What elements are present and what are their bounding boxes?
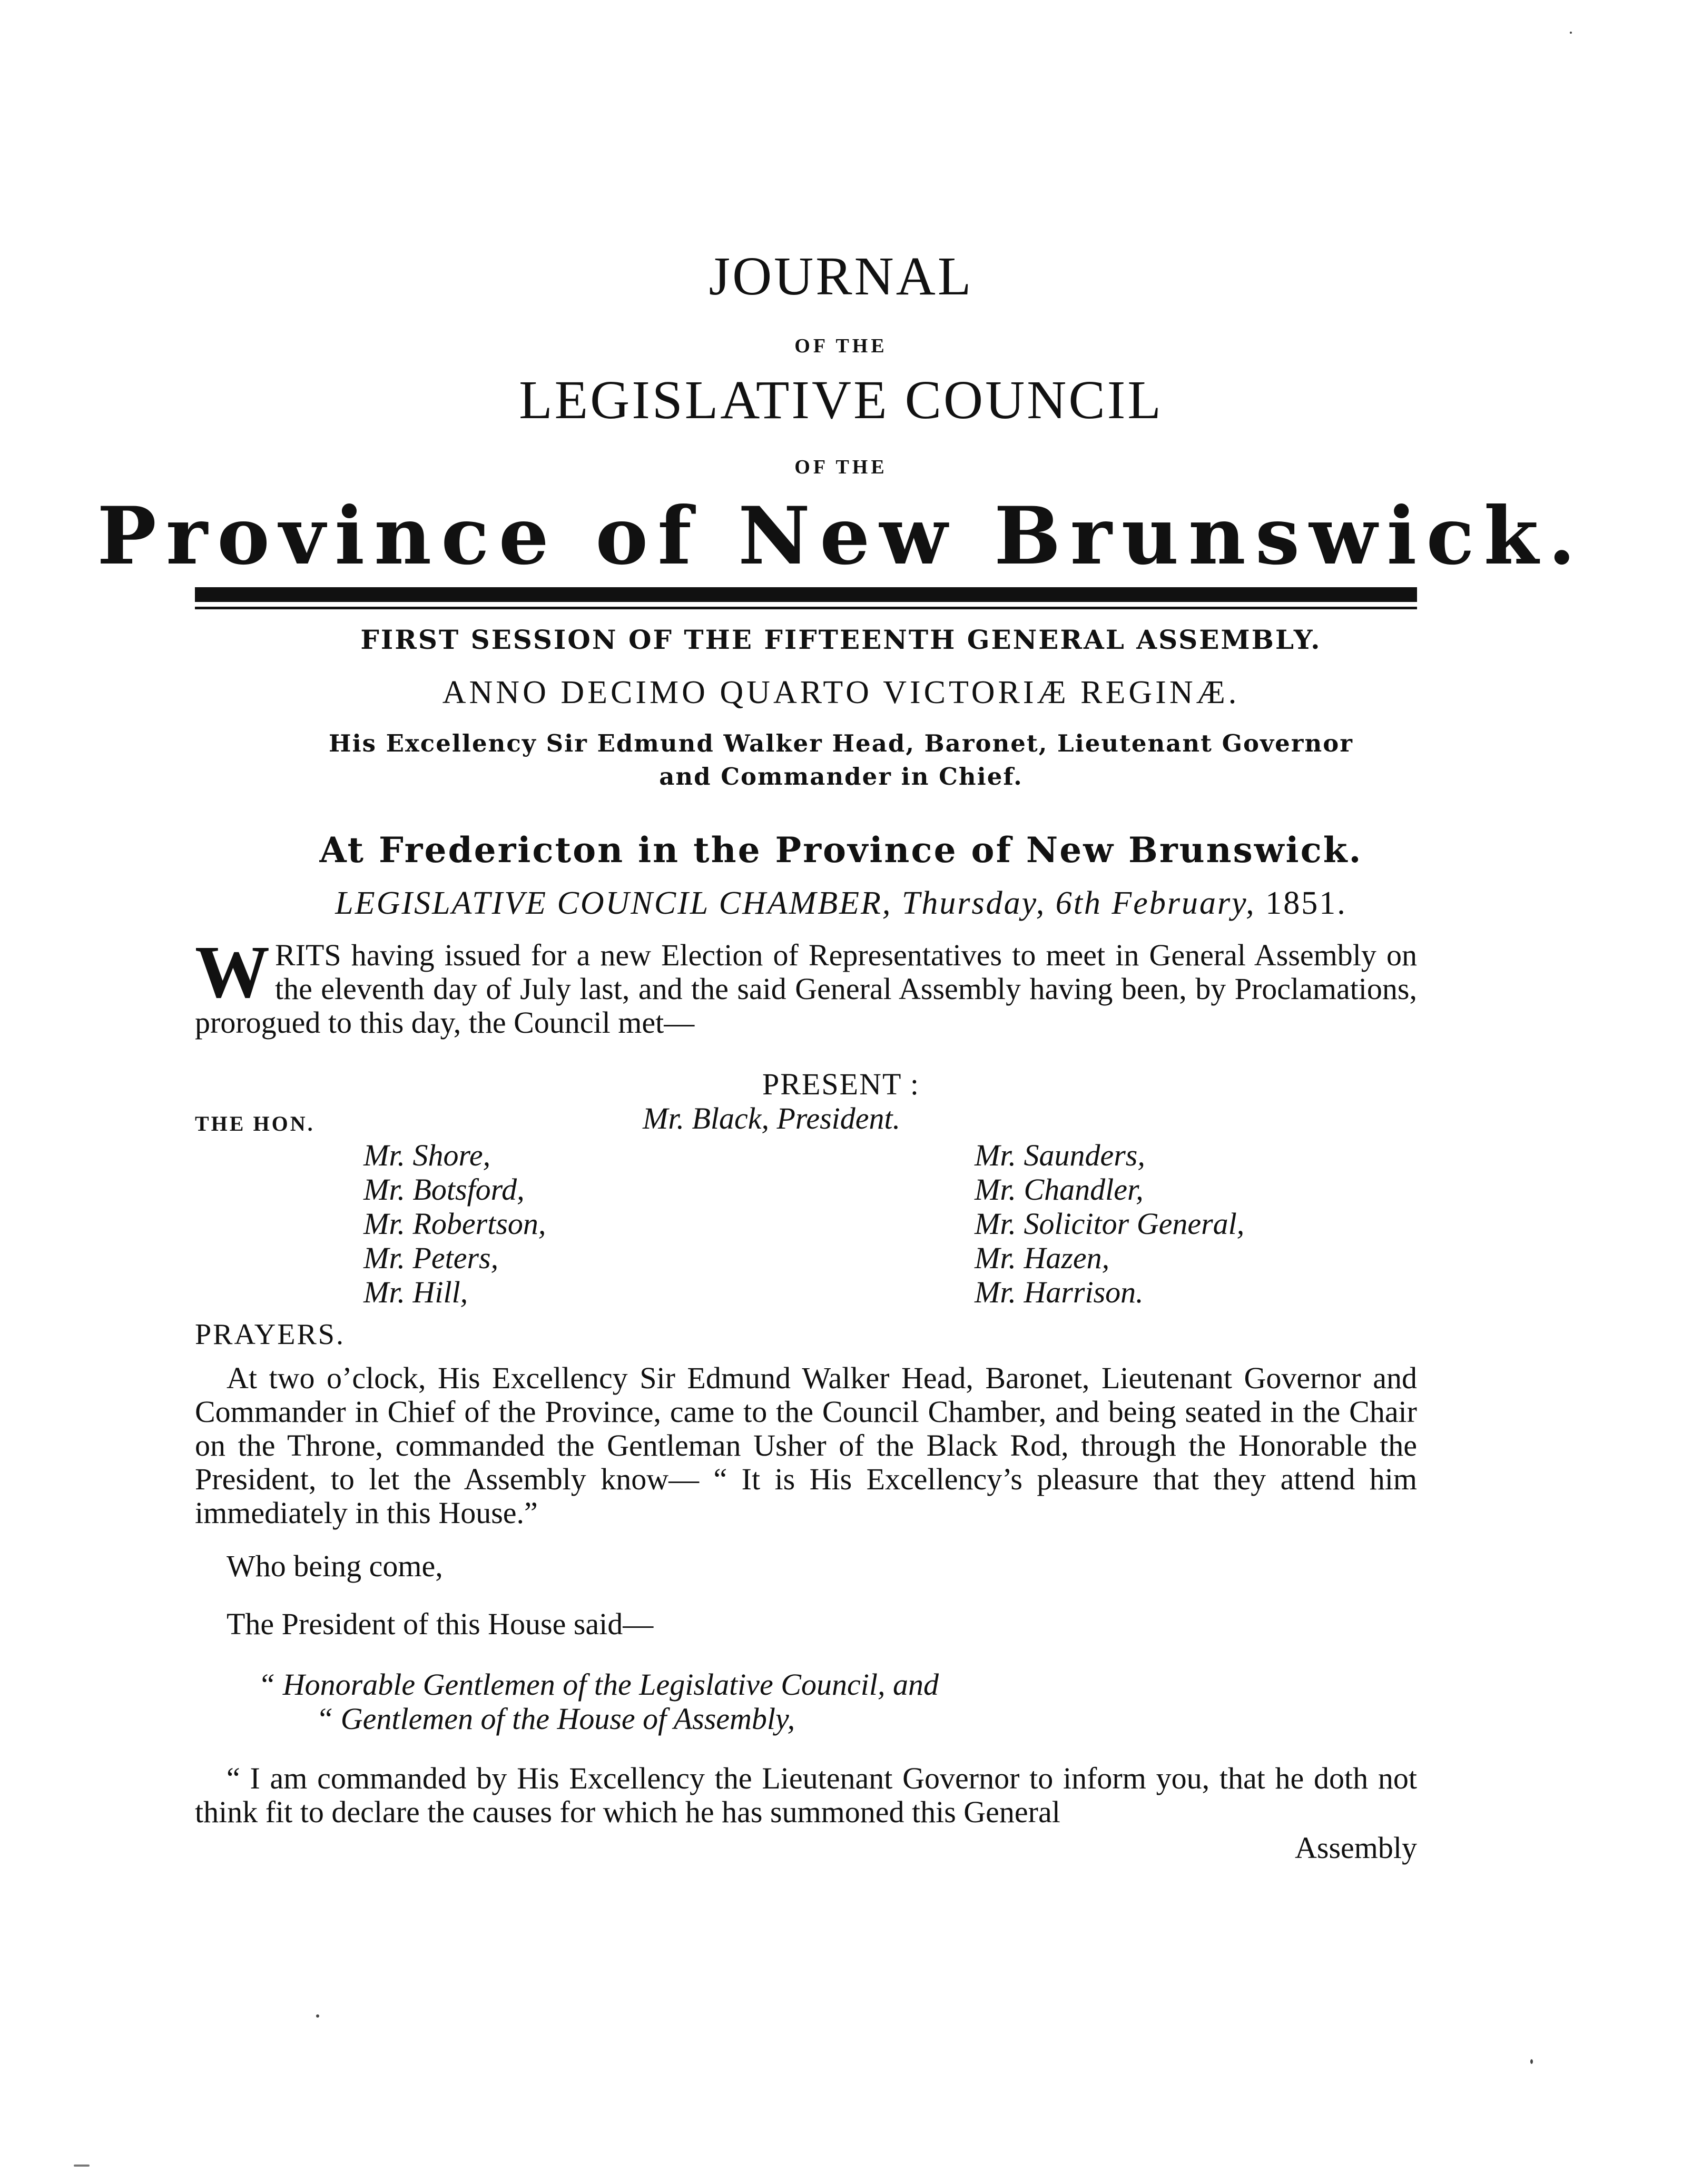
two-oclock-paragraph: At two o’clock, His Excellency Sir Edmund Walker Head, Baronet, Lieutenant Governor and Commander in Chief of the Province, came to the Council Chamber, and being seated in the Chair on the Throne, commanded the Gentleman Usher of the Black Rod, through the Honorable the President, to let the Assembly know— “ It is His Excellency’s pleasure that they attend him immediately in this House.” bbox=[195, 1361, 1417, 1530]
present-heading: PRESENT : bbox=[762, 1067, 920, 1101]
title-rule-thin bbox=[195, 607, 1417, 609]
paper-speck bbox=[74, 2165, 90, 2167]
president-said-line: The President of this House said— bbox=[227, 1607, 654, 1641]
member-name: Mr. Shore, bbox=[363, 1138, 491, 1172]
drop-cap: W bbox=[195, 930, 270, 1013]
paper-speck bbox=[316, 2014, 319, 2018]
who-being-come-line: Who being come, bbox=[227, 1549, 443, 1583]
member-name: Mr. Harrison. bbox=[975, 1275, 1144, 1309]
writs-text: RITS having issued for a new Election of Representatives to meet in General Assembly on the eleventh day of July last, and the said General Assembly having been, by Proclamations, prorogued to this day, the Council met— bbox=[195, 938, 1417, 1040]
president-entry: Mr. Black, President. bbox=[643, 1101, 901, 1135]
paper-speck bbox=[1570, 32, 1572, 34]
chamber-date-text: LEGISLATIVE COUNCIL CHAMBER, Thursday, 6th February, bbox=[335, 885, 1256, 921]
council-title: LEGISLATIVE COUNCIL bbox=[519, 370, 1163, 430]
of-the-label: OF THE bbox=[794, 456, 888, 478]
title-rule-thick bbox=[195, 587, 1417, 602]
anno-heading: ANNO DECIMO QUARTO VICTORIÆ REGINÆ. bbox=[442, 675, 1240, 710]
member-name: Mr. Saunders, bbox=[975, 1138, 1145, 1172]
journal-title: JOURNAL bbox=[709, 246, 973, 307]
member-name: Mr. Robertson, bbox=[363, 1207, 546, 1241]
commanded-paragraph: “ I am commanded by His Excellency the Lieutenant Governor to inform you, that he doth not think fit to declare the causes for which he has summoned this General bbox=[195, 1761, 1417, 1829]
address-line-1: “ Honorable Gentlemen of the Legislative Council, and bbox=[258, 1667, 939, 1702]
chamber-date-line bbox=[0, 885, 1682, 922]
member-name: Mr. Hazen, bbox=[975, 1241, 1110, 1275]
governor-line-1: His Excellency Sir Edmund Walker Head, Baronet, Lieutenant Governor bbox=[329, 729, 1353, 757]
of-the-label: OF THE bbox=[794, 335, 888, 357]
chamber-year: 1851. bbox=[1265, 885, 1347, 921]
place-heading: At Fredericton in the Province of New Brunswick. bbox=[319, 829, 1363, 871]
catchword: Assembly bbox=[1295, 1831, 1417, 1865]
member-name: Mr. Peters, bbox=[363, 1241, 499, 1275]
governor-line-2: and Commander in Chief. bbox=[659, 763, 1023, 790]
paper-speck bbox=[1530, 2059, 1533, 2064]
member-name: Mr. Solicitor General, bbox=[975, 1207, 1245, 1241]
address-line-2: “ Gentlemen of the House of Assembly, bbox=[316, 1702, 795, 1736]
province-title: Province of New Brunswick. bbox=[97, 490, 1585, 582]
member-name: Mr. Hill, bbox=[363, 1275, 468, 1309]
prayers-heading: PRAYERS. bbox=[195, 1318, 345, 1351]
session-heading: FIRST SESSION OF THE FIFTEENTH GENERAL ASSEMBLY. bbox=[360, 624, 1322, 655]
the-hon-label: THE HON. bbox=[195, 1112, 315, 1135]
writs-paragraph bbox=[195, 930, 1417, 1040]
member-name: Mr. Botsford, bbox=[363, 1172, 525, 1207]
member-name: Mr. Chandler, bbox=[975, 1172, 1144, 1207]
